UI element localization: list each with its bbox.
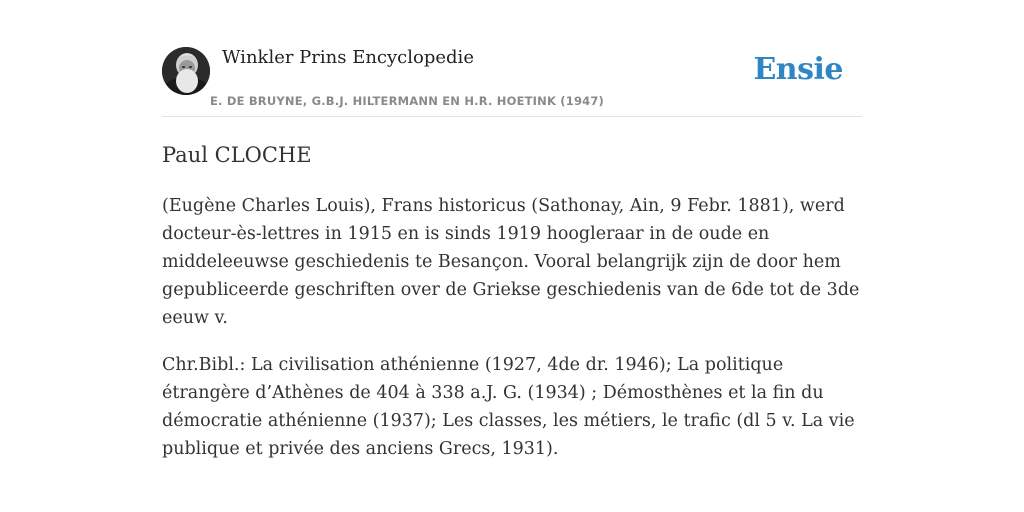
article-paragraph: (Eugène Charles Louis), Frans historicus (Sathonay, Ain, 9 Febr. 1881), werd docteur-ès-lettres in 1915 en is sinds 1919 hoogleraar in de oude en middeleeuwse geschiedenis te Besançon. Vooral belangrijk zijn de door hem gepubliceerde geschriften over de Griekse geschiedenis van de 6de tot de 3de eeuw v. xyxy=(162,196,860,328)
author-portrait-icon xyxy=(162,47,210,95)
portrait-graphic xyxy=(162,47,210,95)
article-title: Paul CLOCHE xyxy=(162,143,312,167)
article-paragraph: Chr.Bibl.: La civilisation athénienne (1927, 4de dr. 1946); La politique étrangère d’Athènes de 404 à 338 a.J. G. (1934) ; Démosthènes et la fin du démocratie athénienne (1937); Les classes, les métiers, le trafic (dl 5 v. La vie publique et privée des anciens Grecs, 1931). xyxy=(162,355,855,459)
brand-logo-link[interactable]: Ensie xyxy=(753,52,843,87)
encyclopedia-title: Winkler Prins Encyclopedie xyxy=(222,47,474,68)
article-body xyxy=(162,192,862,482)
authors-line: E. DE BRUYNE, G.B.J. HILTERMANN EN H.R. HOETINK (1947) xyxy=(210,94,605,108)
site-header xyxy=(162,44,862,117)
